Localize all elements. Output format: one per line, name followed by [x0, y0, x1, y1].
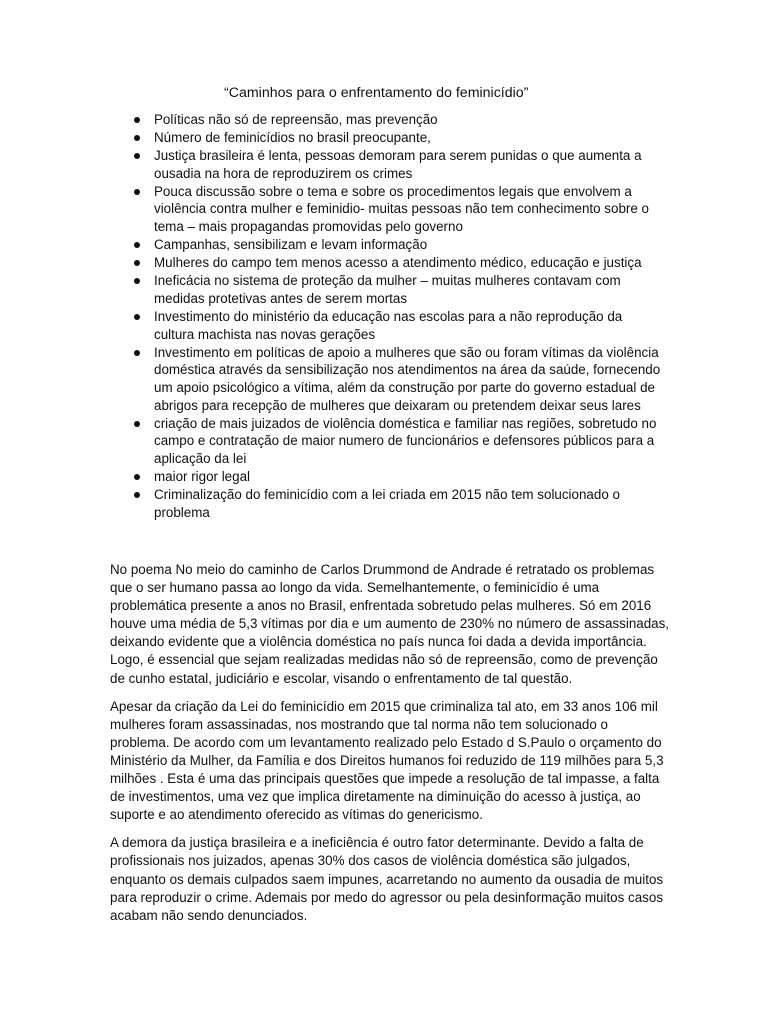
bullet-text: Pouca discussão sobre o tema e sobre os procedimentos legais que envolvem a violência contra mulher e feminidio- muitas pessoas não tem conhecimento sobre o tema – mais propagandas promovidas pelo governo	[154, 183, 649, 235]
bullet-text: Ineficácia no sistema de proteção da mulher – muitas mulheres contavam com medidas protetivas antes de serem mortas	[154, 273, 621, 306]
bullet-item	[134, 344, 664, 414]
bullet-item	[134, 272, 664, 307]
bullet-dot-icon	[134, 474, 140, 480]
bullet-dot-icon	[134, 492, 140, 498]
bullet-list	[134, 111, 664, 522]
bullet-dot-icon	[134, 189, 140, 195]
bullet-text: Investimento do ministério da educação nas escolas para a não reprodução da cultura machista nas novas gerações	[154, 309, 623, 342]
bullet-dot-icon	[134, 135, 140, 141]
bullet-dot-icon	[134, 242, 140, 248]
bullet-dot-icon	[134, 314, 140, 320]
bullet-text: Criminalização do feminicídio com a lei criada em 2015 não tem solucionado o problema	[154, 486, 620, 520]
bullet-item	[134, 468, 664, 486]
bullet-item	[134, 486, 664, 521]
bullet-dot-icon	[134, 153, 140, 159]
bullet-dot-icon	[134, 278, 140, 284]
bullet-item	[134, 183, 664, 236]
bullet-text: maior rigor legal	[154, 468, 251, 484]
bullet-item	[134, 254, 664, 272]
document-title: “Caminhos para o enfrentamento do feminicídio”	[224, 85, 529, 101]
bullet-text: Campanhas, sensibilizam e levam informação	[154, 237, 428, 253]
bullet-dot-icon	[134, 260, 140, 266]
paragraph: Apesar da criação da Lei do feminicídio em 2015 que criminaliza tal ato, em 33 anos 106 mil mulheres foram assassinadas, nos mostrando que tal norma não tem solucionado o problema. De acordo com um levantamento realizado pelo Estado d S.Paulo o orçamento do Ministério da Mulher, da Família e dos Direitos humanos foi reduzido de 119 milhões para 5,3 milhões . Esta é uma das principais questões que impede a resolução de tal impasse, a falta de investimentos, uma vez que implica diretamente na diminuição do acesso à justiça, ao suporte e ao atendimento oferecido as vítimas do genericismo.	[110, 698, 664, 823]
bullet-text: criação de mais juizados de violência doméstica e familiar nas regiões, sobretudo no campo e contratação de maior numero de funcionários e defensores públicos para a aplicação da lei	[154, 415, 657, 466]
bullet-text: Número de feminicídios no brasil preocupante,	[154, 130, 431, 146]
bullet-text: Políticas não só de repreensão, mas prevenção	[154, 112, 438, 127]
bullet-item	[134, 111, 664, 129]
bullet-text: Mulheres do campo tem menos acesso a atendimento médico, educação e justiça	[154, 255, 642, 271]
bullet-item	[134, 236, 664, 254]
bullet-dot-icon	[134, 421, 140, 427]
bullet-dot-icon	[134, 350, 140, 356]
bullet-text: Justiça brasileira é lenta, pessoas demoram para serem punidas o que aumenta a ousadia na hora de reproduzirem os crimes	[154, 148, 642, 181]
bullet-item	[134, 308, 664, 343]
paragraph: A demora da justiça brasileira e a ineficiência é outro fator determinante. Devido a falta de profissionais nos juizados, apenas 30% dos casos de violência doméstica são julgados, enquanto os demais culpados saem impunes, acarretando no aumento da ousadia de muitos para reproduzir o crime. Ademais por medo do agressor ou pela desinformação muitos casos acabam não sendo denunciados.	[110, 835, 664, 923]
essay-body	[110, 561, 670, 935]
bullet-item	[134, 147, 664, 182]
paragraph: No poema No meio do caminho de Carlos Drummond de Andrade é retratado os problemas que o ser humano passa ao longo da vida. Semelhantemente, o feminicídio é uma problemática presente a anos no Brasil, enfrentada sobretudo pelas mulheres. Só em 2016 houve uma média de 5,3 vítimas por dia e um aumento de 230% no número de assassinadas, deixando evidente que a violência doméstica no país nunca foi dada a devida importância. Logo, é essencial que sejam realizadas medidas não só de repreensão, como de prevenção de cunho estatal, judiciário e escolar, visando o enfrentamento de tal questão.	[110, 562, 670, 686]
bullet-item	[134, 415, 664, 468]
bullet-item	[134, 129, 664, 147]
bullet-text: Investimento em políticas de apoio a mulheres que são ou foram vítimas da violência doméstica através da sensibilização nos atendimentos na área da saúde, fornecendo um apoio psicológico a vítima, além da construção por parte do governo estadual de abrigos para recepção de mulheres que deixaram ou pretendem deixar seus lares	[154, 344, 661, 413]
bullet-dot-icon	[134, 117, 140, 123]
